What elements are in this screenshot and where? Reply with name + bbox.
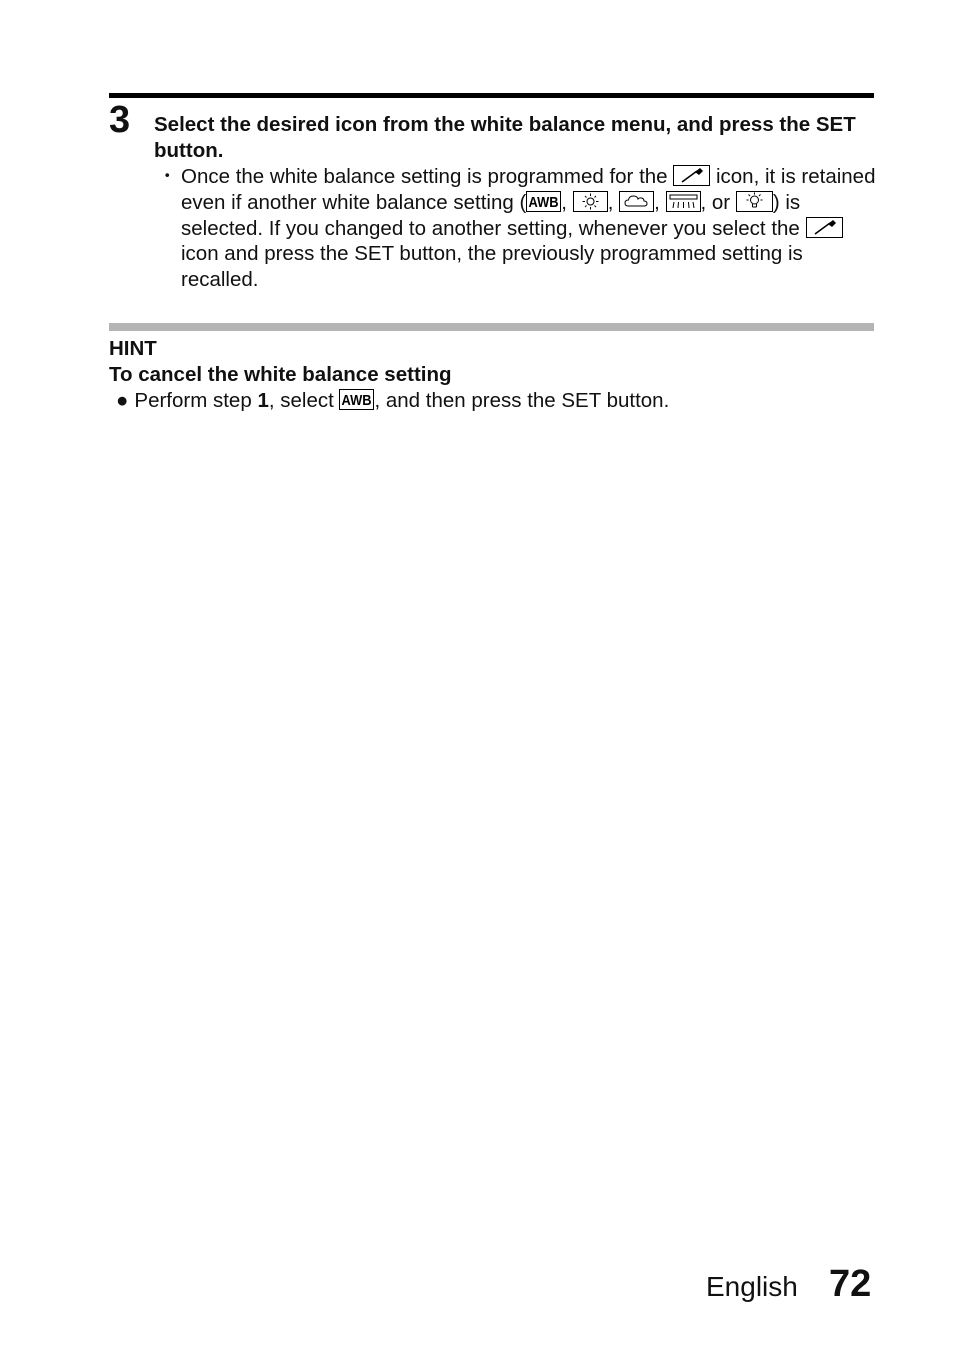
awb-icon: [526, 191, 561, 212]
fluorescent-icon: [666, 191, 701, 212]
bulb-icon: [736, 191, 773, 212]
text-segment: , and then press the SET button.: [374, 389, 670, 412]
text-segment: Perform step: [134, 389, 258, 412]
text-segment: , select: [268, 389, 340, 412]
bullet-marker: ・: [157, 165, 178, 188]
step-title: Select the desired icon from the white balance menu, and press the SET button.: [154, 113, 856, 162]
text-segment: ,: [607, 190, 620, 214]
hint-item: [116, 388, 669, 414]
top-rule: [109, 93, 874, 98]
dropper-icon: [806, 217, 843, 238]
bullet-text: [181, 164, 877, 293]
text-segment: ) is selected. If you changed to another setting, whenever you select the: [181, 190, 806, 240]
text-segment: , or: [700, 190, 736, 214]
step-number: 3: [109, 99, 131, 141]
sun-icon: [573, 191, 608, 212]
step-reference: 1: [257, 389, 269, 412]
footer-language: English: [706, 1271, 798, 1302]
text-segment: Once the white balance setting is programmed for the: [181, 165, 674, 188]
hint-title: HINT: [109, 337, 157, 360]
cloud-icon: [619, 191, 654, 212]
step-bullet: [157, 164, 877, 293]
hint-subtitle: To cancel the white balance setting: [109, 363, 452, 386]
text-segment: icon and press the SET button, the previously programmed setting is recalled.: [181, 242, 803, 292]
awb-icon: [339, 389, 374, 410]
text-segment: ,: [561, 190, 573, 214]
page-number: 72: [829, 1263, 872, 1305]
bullet-marker: ●: [116, 389, 129, 412]
text-segment: icon, it is retained even if another white balance setting (: [181, 165, 876, 214]
dropper-icon: [673, 165, 710, 186]
svg-text:AWB: AWB: [528, 193, 559, 211]
text-segment: ,: [654, 190, 666, 214]
hint-rule: [109, 323, 874, 331]
svg-text:AWB: AWB: [341, 392, 373, 409]
